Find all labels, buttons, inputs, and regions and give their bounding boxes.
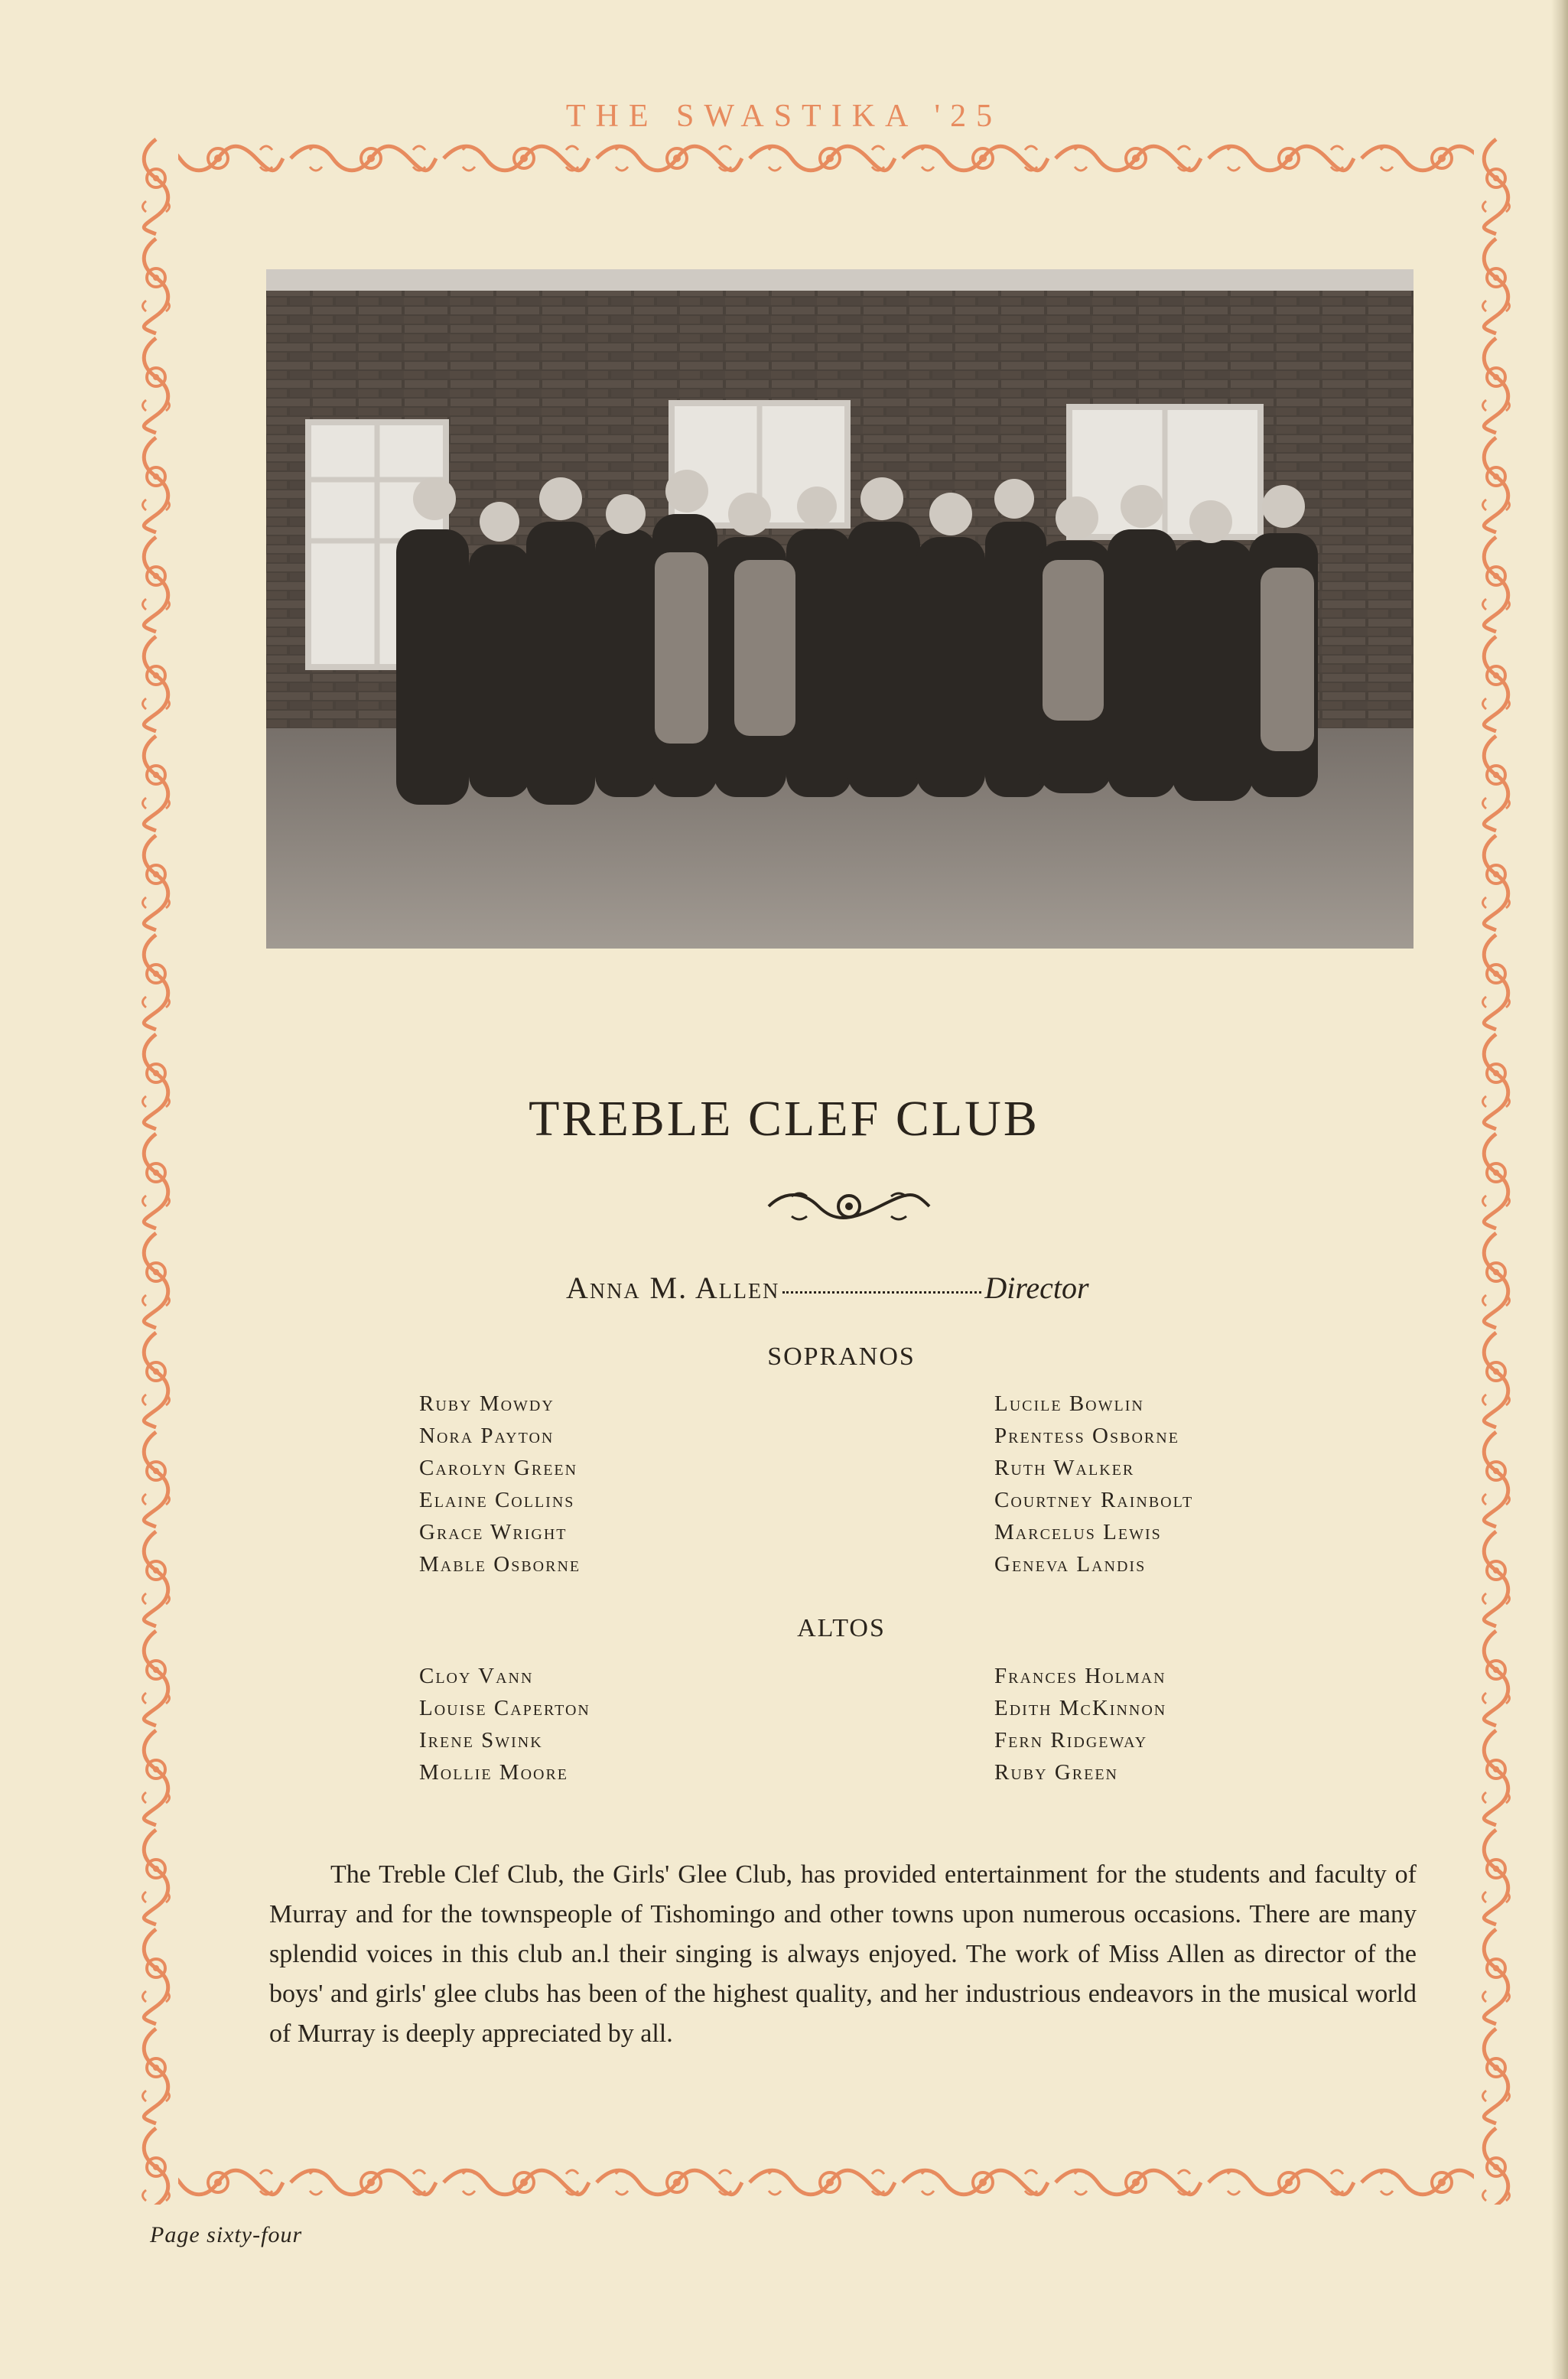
list-item: Fern Ridgeway (994, 1728, 1148, 1753)
list-item: Irene Swink (419, 1728, 543, 1753)
group-photograph (266, 269, 1413, 949)
frame-right-border (1474, 136, 1518, 2205)
list-item: Ruby Green (994, 1760, 1118, 1785)
list-item: Prentess Osborne (994, 1424, 1179, 1448)
altos-right-column (994, 1660, 1166, 1788)
frame-left-border (134, 136, 178, 2205)
list-item: Nora Payton (419, 1424, 555, 1448)
list-item: Ruby Mowdy (419, 1391, 555, 1416)
list-item: Frances Holman (994, 1664, 1166, 1688)
list-item: Louise Caperton (419, 1696, 590, 1720)
director-name: Anna M. Allen (566, 1271, 780, 1305)
list-item: Edith McKinnon (994, 1696, 1167, 1720)
title-ornament-icon (765, 1187, 933, 1225)
list-item: Mable Osborne (419, 1552, 581, 1577)
altos-heading: ALTOS (797, 1614, 886, 1642)
list-item: Lucile Bowlin (994, 1391, 1144, 1416)
director-line (566, 1270, 1089, 1306)
list-item: Carolyn Green (419, 1456, 578, 1480)
page-number: Page sixty-four (150, 2222, 303, 2247)
list-item: Grace Wright (419, 1520, 568, 1544)
list-item: Courtney Rainbolt (994, 1488, 1194, 1512)
frame-top-border (134, 136, 1518, 181)
frame-bottom-border (134, 2160, 1518, 2205)
list-item: Marcelus Lewis (994, 1520, 1162, 1544)
list-item: Elaine Collins (419, 1488, 575, 1512)
list-item: Cloy Vann (419, 1664, 534, 1688)
list-item: Geneva Landis (994, 1552, 1147, 1577)
list-item: Ruth Walker (994, 1456, 1135, 1480)
director-role: Director (984, 1271, 1089, 1305)
sopranos-right-column (994, 1388, 1193, 1580)
club-title: TREBLE CLEF CLUB (529, 1091, 1039, 1147)
list-item: Mollie Moore (419, 1760, 569, 1785)
sopranos-left-column (419, 1388, 581, 1580)
sopranos-heading: SOPRANOS (767, 1342, 916, 1371)
altos-left-column (419, 1660, 590, 1788)
running-head: THE SWASTIKA '25 (565, 99, 1003, 134)
club-description: The Treble Clef Club, the Girls' Glee Club, has provided entertainment for the students and faculty of Murray and for the townspeople of Tishomingo and other towns upon numerous occasions. There are many splendid voices in this club an.l their singing is always enjoyed. The work of Miss Allen as director of the boys' and girls' glee clubs has been of the highest quality, and her industrious endeavors in the musical world of Murray is deeply appreciated by all. (269, 1860, 1417, 2048)
page-edge-shadow (1551, 0, 1568, 2379)
leader-dots (782, 1291, 981, 1294)
